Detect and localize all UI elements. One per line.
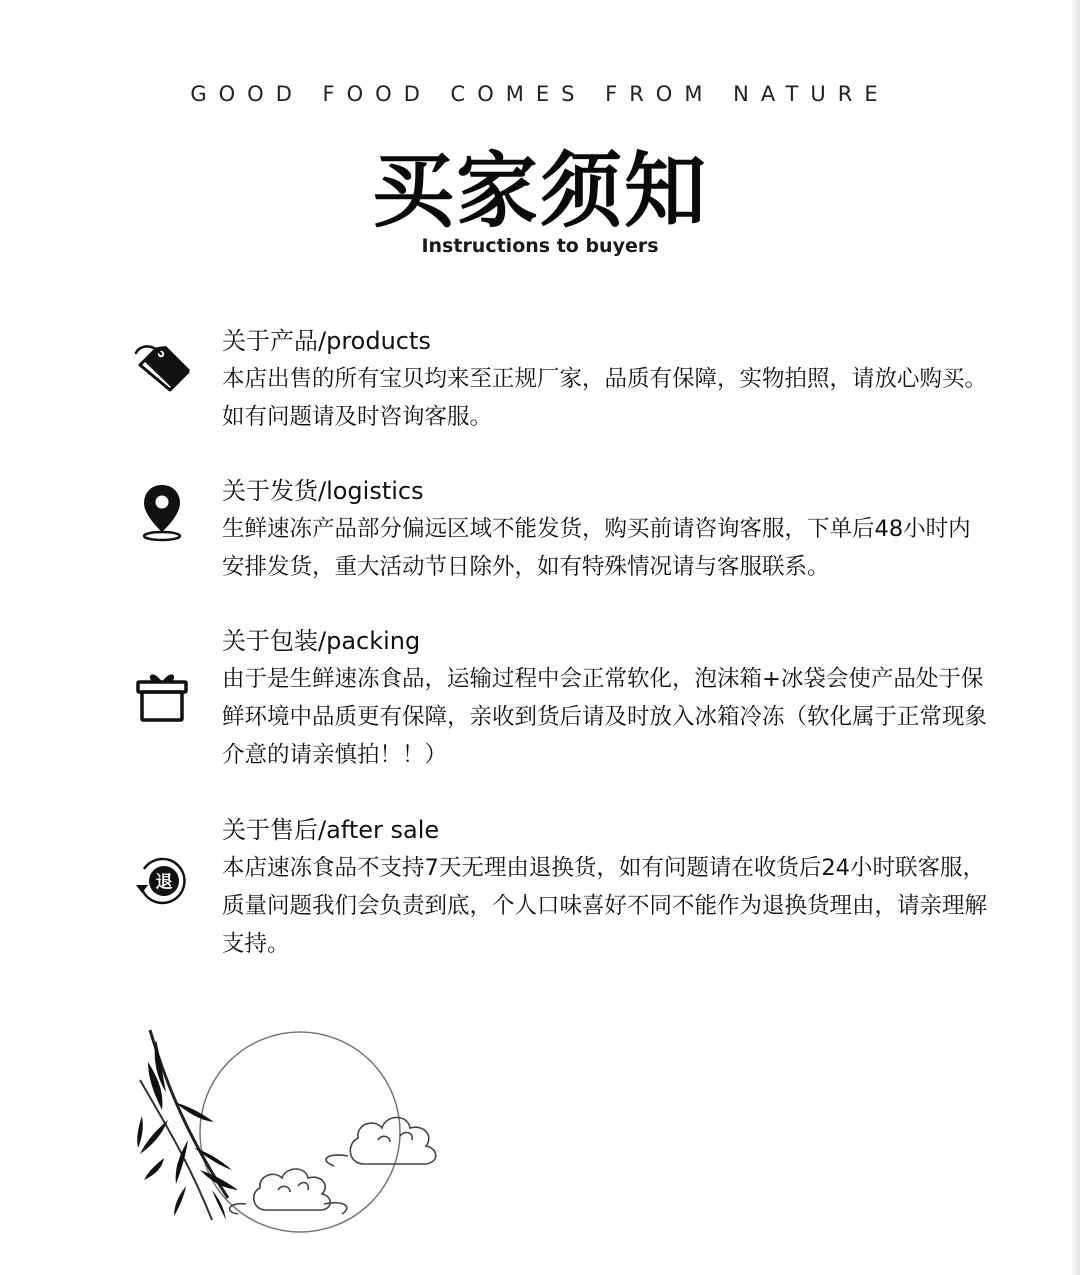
bamboo-stem	[150, 1030, 228, 1198]
section-heading: 关于包装/packing	[222, 627, 421, 655]
section-heading: 关于售后/after sale	[222, 816, 440, 844]
section-body: 生鲜速冻产品部分偏远区域不能发货，购买前请咨询客服，下单后48小时内安排发货，重大活动节日除外，如有特殊情况请与客服联系。	[222, 516, 971, 580]
cloud-motif	[230, 1118, 436, 1215]
decorative-bamboo-cloud-illustration	[128, 1020, 468, 1250]
return-icon-char: 退	[155, 872, 173, 893]
page-title: 买家须知	[371, 144, 708, 239]
section-heading: 关于产品/products	[222, 327, 431, 355]
section-body: 本店出售的所有宝贝均来至正规厂家，品质有保障，实物拍照，请放心购买。如有问题请及时咨询客服。	[222, 366, 988, 430]
price-tag-icon	[132, 337, 192, 397]
page-subtitle: Instructions to buyers	[421, 235, 659, 257]
location-pin-icon	[132, 482, 192, 542]
tagline: GOOD FOOD COMES FROM NATURE	[190, 82, 890, 106]
section-body: 本店速冻食品不支持7天无理由退换货，如有问题请在收货后24小时联客服，质量问题我们会负责到底，个人口味喜好不同不能作为退换货理由，请亲理解支持。	[222, 855, 988, 957]
section-body: 由于是生鲜速冻食品，运输过程中会正常软化，泡沫箱+冰袋会使产品处于保鲜环境中品质更有保障，亲收到货后请及时放入冰箱冷冻（软化属于正常现象介意的请亲慎拍！！）	[222, 666, 988, 768]
moon-circle	[200, 1032, 400, 1232]
section-heading: 关于发货/logistics	[222, 477, 424, 505]
return-icon	[132, 851, 192, 911]
gift-box-icon	[132, 666, 192, 726]
